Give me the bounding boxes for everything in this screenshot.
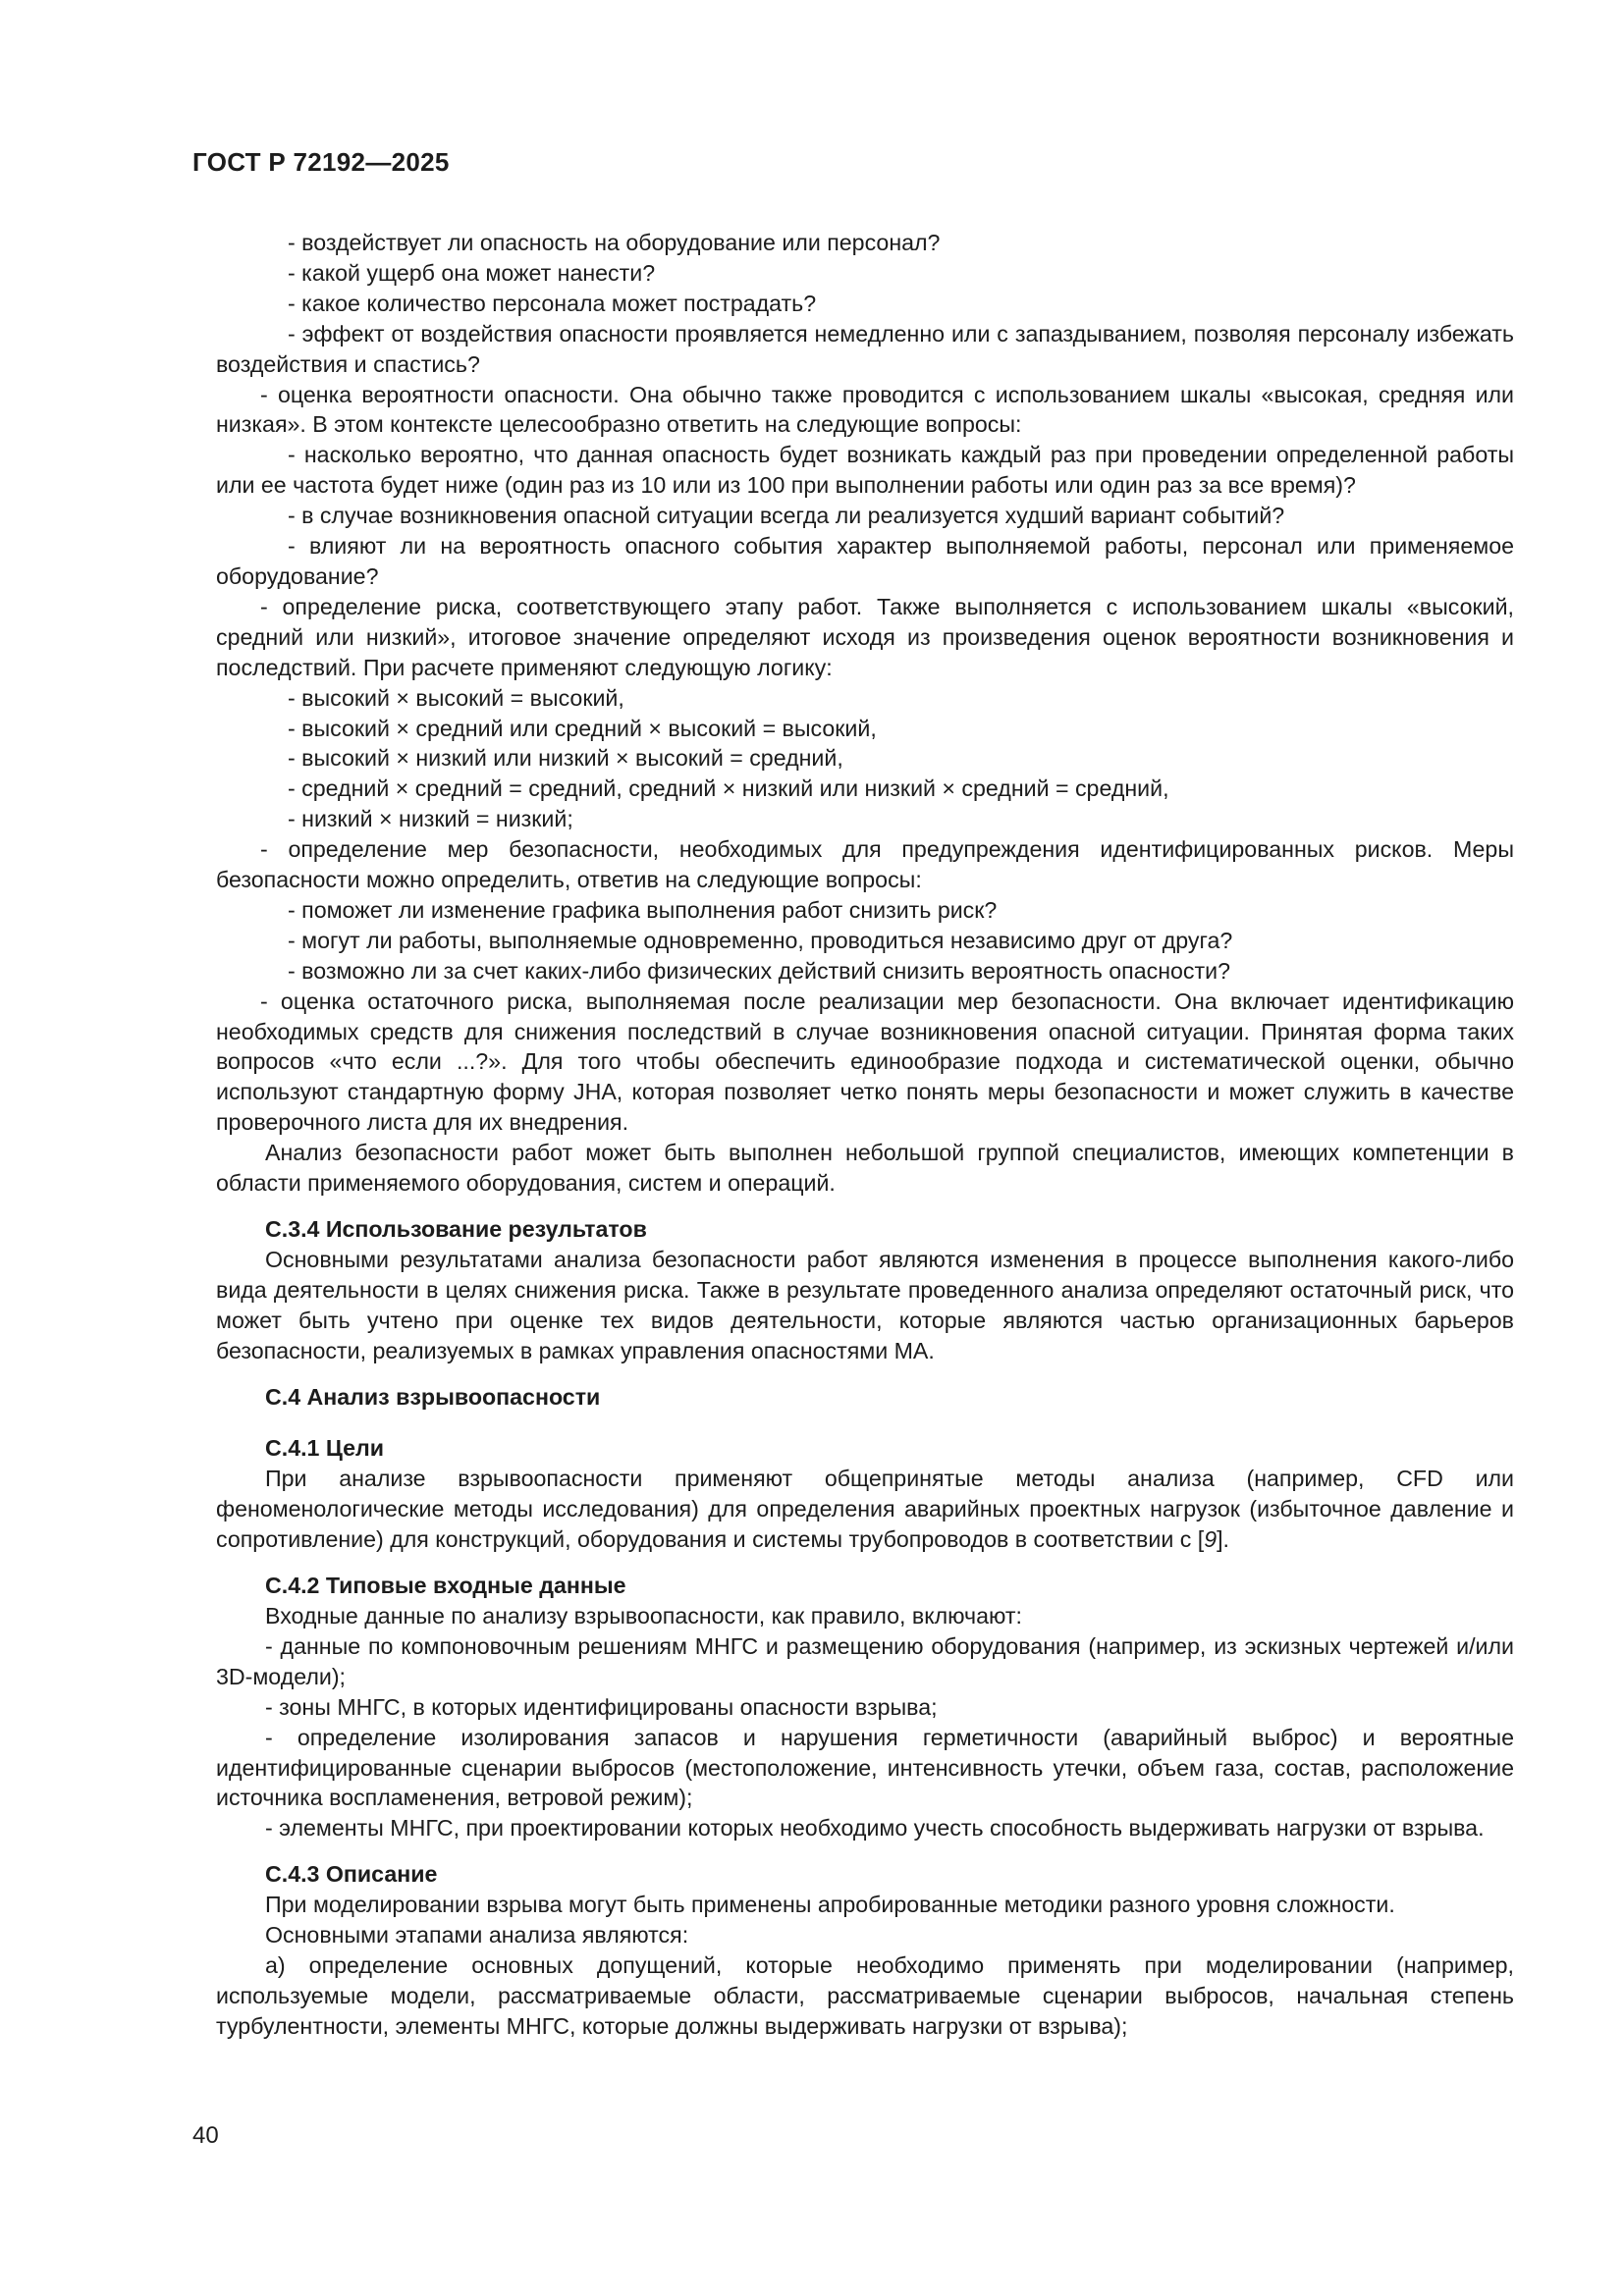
risk-logic-2: - высокий × средний или средний × высокий = высокий, — [288, 715, 877, 741]
probability-question-3: - влияют ли на вероятность опасного события характер выполняемой работы, персонал или применяемое оборудование? — [216, 533, 1514, 589]
c41-reference: 9 — [1204, 1526, 1218, 1553]
section-c43-para-1: При моделировании взрыва могут быть применены апробированные методики разного уровня сложности. — [265, 1892, 1395, 1918]
document-header: ГОСТ Р 72192—2025 — [192, 147, 450, 177]
section-c34-heading: С.3.4 Использование результатов — [265, 1216, 647, 1242]
section-c43-step-a: а) определение основных допущений, которые необходимо применять при моделировании (например, используемые модели, рассматриваемые области, рассматриваемые сценарии выбросов, начальная степень турбулентности, элементы МНГС, которые должны выдерживать нагрузки от взрыва); — [216, 1951, 1514, 2039]
document-body — [216, 228, 1514, 2042]
probability-intro: - оценка вероятности опасности. Она обычно также проводится с использованием шкалы «высокая, средняя или низкая». В этом контексте целесообразно ответить на следующие вопросы: — [216, 381, 1514, 438]
measures-question-3: - возможно ли за счет каких-либо физических действий снизить вероятность опасности? — [288, 957, 1230, 984]
section-c42-item-1: - данные по компоновочным решениям МНГС и размещению оборудования (например, из эскизных чертежей и/или 3D-модели); — [216, 1632, 1514, 1689]
section-c43-heading: С.4.3 Описание — [265, 1861, 438, 1888]
section-c42-intro: Входные данные по анализу взрывоопасности, как правило, включают: — [265, 1602, 1022, 1629]
c41-text-end: ]. — [1217, 1526, 1229, 1553]
measures-question-2: - могут ли работы, выполняемые одновременно, проводиться независимо друг от друга? — [288, 927, 1233, 953]
consequence-question-3: - какое количество персонала может пострадать? — [288, 290, 817, 316]
section-c42-item-3: - определение изолирования запасов и нарушения герметичности (аварийный выброс) и вероятные идентифицированные сценарии выбросов (местоположение, интенсивность утечки, объем газа, состав, расположение источника воспламенения, ветровой режим); — [216, 1724, 1514, 1811]
section-c34-text: Основными результатами анализа безопасности работ являются изменения в процессе выполнения какого-либо вида деятельности в целях снижения риска. Также в результате проведенного анализа определяют остаточный риск, что может быть учтено при оценке тех видов деятельности, которые являются частью организационных барьеров безопасности, реализуемых в рамках управления опасностями МА. — [216, 1246, 1514, 1363]
risk-logic-5: - низкий × низкий = низкий; — [288, 806, 573, 832]
c41-text-start: При анализе взрывоопасности применяют общепринятые методы анализа (например, CFD или феноменологические методы исследования) для определения аварийных проектных нагрузок (избыточное давление и сопротивление) для конструкций, оборудования и системы трубопроводов в соответствии с [ — [216, 1466, 1514, 1553]
section-c42-item-2: - зоны МНГС, в которых идентифицированы опасности взрыва; — [265, 1693, 938, 1720]
section-c42-heading: С.4.2 Типовые входные данные — [265, 1573, 626, 1599]
risk-logic-1: - высокий × высокий = высокий, — [288, 684, 624, 711]
probability-question-2: - в случае возникновения опасной ситуации всегда ли реализуется худший вариант событий? — [288, 503, 1285, 529]
consequence-question-4: - эффект от воздействия опасности проявляется немедленно или с запаздыванием, позволяя персоналу избежать воздействия и спастись? — [216, 320, 1514, 377]
consequence-question-1: - воздействует ли опасность на оборудование или персонал? — [288, 230, 941, 255]
section-c42-item-4: - элементы МНГС, при проектировании которых необходимо учесть способность выдерживать нагрузки от взрыва. — [265, 1815, 1485, 1842]
measures-question-1: - поможет ли изменение графика выполнения работ снизить риск? — [288, 896, 998, 923]
risk-intro: - определение риска, соответствующего этапу работ. Также выполняется с использованием шкалы «высокий, средний или низкий», итоговое значение определяют исходя из произведения оценок вероятности возникновения и последствий. При расчете применяют следующую логику: — [216, 593, 1514, 680]
section-c41-heading: С.4.1 Цели — [265, 1435, 384, 1462]
probability-question-1: - насколько вероятно, что данная опасность будет возникать каждый раз при проведении определенной работы или ее частота будет ниже (один раз из 10 или из 100 при выполнении работы или один раз за все время)? — [216, 442, 1514, 499]
section-c43-para-2: Основными этапами анализа являются: — [265, 1922, 689, 1949]
consequence-question-2: - какой ущерб она может нанести? — [288, 259, 656, 286]
residual-risk-paragraph: - оценка остаточного риска, выполняемая после реализации мер безопасности. Она включает идентификацию необходимых средств для снижения последствий в случае возникновения опасной ситуации. Принятая форма таких вопросов «что если ...?». Для того чтобы обеспечить единообразие подхода и систематической оценки, обычно используют стандартную форму JHA, которая позволяет четко понять меры безопасности и может служить в качестве проверочного листа для их внедрения. — [216, 988, 1514, 1136]
risk-logic-4: - средний × средний = средний, средний × низкий или низкий × средний = средний, — [288, 775, 1169, 802]
analysis-team-paragraph: Анализ безопасности работ может быть выполнен небольшой группой специалистов, имеющих компетенции в области применяемого оборудования, систем и операций. — [216, 1140, 1514, 1197]
section-c41-text — [216, 1464, 1514, 1555]
page-number: 40 — [192, 2122, 219, 2149]
section-c4-heading: С.4 Анализ взрывоопасности — [265, 1383, 601, 1410]
risk-logic-3: - высокий × низкий или низкий × высокий = средний, — [288, 745, 843, 772]
measures-intro: - определение мер безопасности, необходимых для предупреждения идентифицированных рисков. Меры безопасности можно определить, ответив на следующие вопросы: — [216, 836, 1514, 893]
